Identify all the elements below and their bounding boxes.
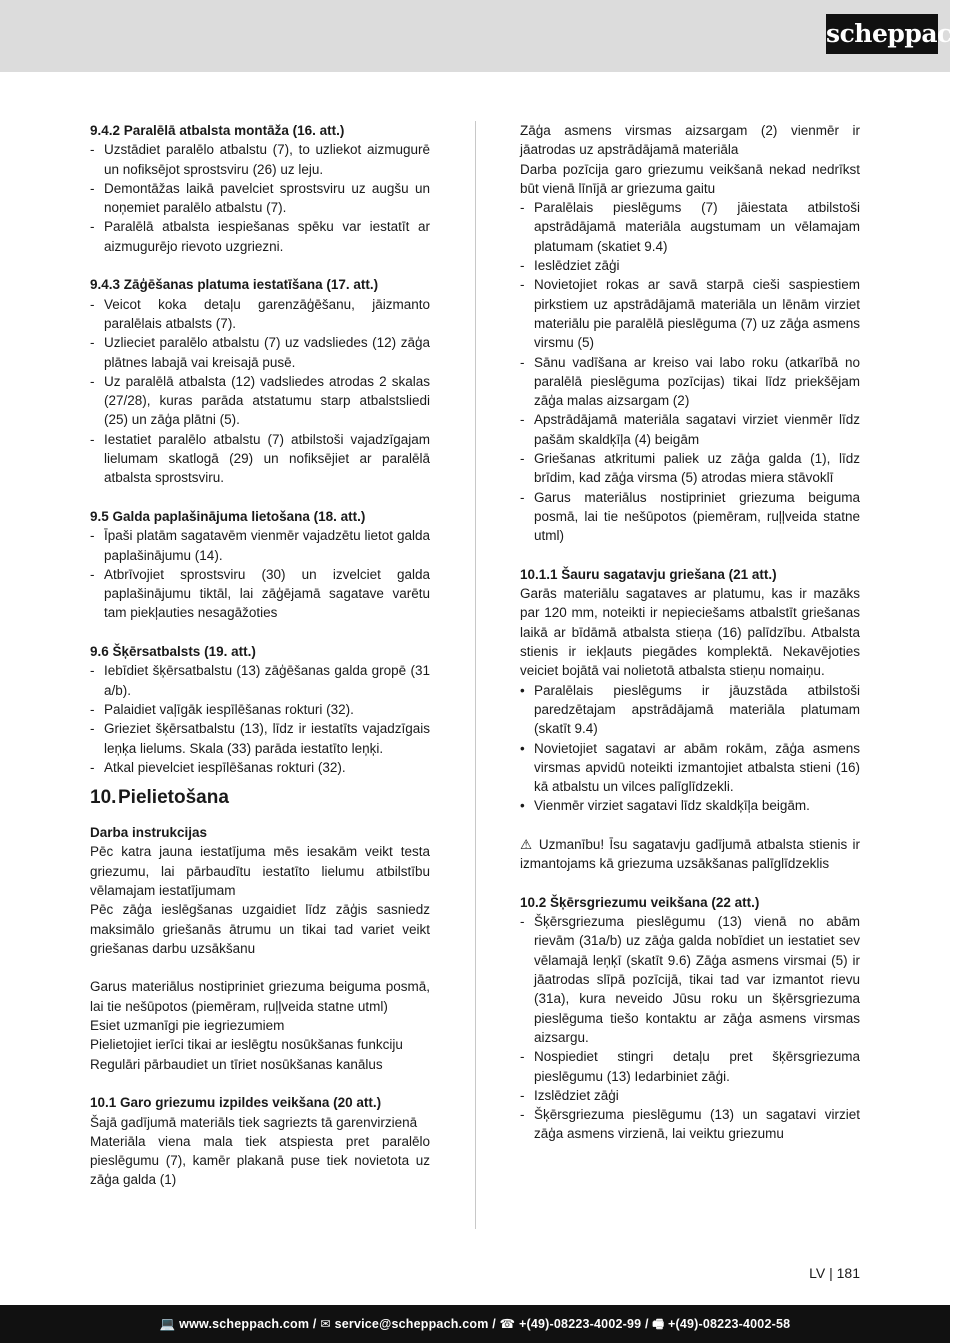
list-item: - Sānu vadīšana ar kreiso vai labo roku (atkarībā no paralēlā pieslēguma pozīcijas) tikai līdz priekšējam zāģa malas aizsargam (2) xyxy=(520,353,860,411)
spacer xyxy=(90,958,430,977)
paragraph: Pēc katra jauna iestatījuma mēs iesakām veikt testa griezumu, lai pārbaudītu iestatīto lielumu atbilstību vēlamajam iestatījumam xyxy=(90,844,430,898)
list-item: - Garus materiālus nostipriniet griezuma beiguma posmā, lai tie nešūpotos (piemēram, ruļļveida statne utml) xyxy=(520,488,860,546)
bullet-item: • Paralēlais pieslēgums ir jāuzstāda atbilstoši paredzētajam apstrādājamā materiāla platumam (skatīt 9.4) xyxy=(520,681,860,739)
section-heading: 9.5 Galda paplašinājuma lietošana (18. att.) xyxy=(90,508,366,524)
paragraph: Esiet uzmanīgi pie iegriezumiem xyxy=(90,1018,285,1034)
list-item: - Uzlieciet paralēlo atbalstu (7) uz vadsliedes (12) zāģa plātnes labajā vai kreisajā pusē. xyxy=(90,333,430,372)
spacer xyxy=(90,623,430,642)
list-item: - Šķērsgriezuma pieslēgumu (13) un sagatavi virziet zāģa asmens virzienā, lai veiktu griezumu xyxy=(520,1105,860,1144)
list-item: - Īpaši platām sagatavēm vienmēr vajadzētu lietot galda paplašinājumu (14). xyxy=(90,526,430,565)
section-heading: Darba instrukcijas xyxy=(90,825,208,841)
paragraph: Darba pozīcija garo griezumu veikšanā nekad nedrīkst būt vienā līnījā ar griezuma gaitu xyxy=(520,161,860,196)
spacer xyxy=(90,256,430,275)
paragraph: Garus materiālus nostipriniet griezuma beiguma posmā, lai tie nešūpotos (piemēram, ruļļveida statne utml) xyxy=(90,979,430,1014)
page-number: LV | 181 xyxy=(809,1265,860,1281)
paragraph: Zāģa asmens virsmas aizsargam (2) vienmēr ir jāatrodas uz apstrādājamā materiāla xyxy=(520,123,860,158)
list-item: - Atkal pievelciet iespīlēšanas rokturi (32). xyxy=(90,758,430,777)
section-heading: 10.2 Šķērsgriezumu veikšana (22 att.) xyxy=(520,894,760,910)
bullet-item: • Novietojiet sagatavi ar abām rokām, zāģa asmens virsmas apvidū noteikti izmantojiet atbalsta stieni (16) kā atbalstu un vilces palīglīdzekli. xyxy=(520,739,860,797)
list-item: - Demontāžas laikā pavelciet sprostsviru uz augšu un noņemiet paralēlo atbalstu (7). xyxy=(90,179,430,218)
list-item: - Griešanas atkritumi paliek uz zāģa galda (1), līdz brīdim, kad zāģa virsma (5) atrodas miera stāvoklī xyxy=(520,449,860,488)
brand-logo: scheppach xyxy=(826,14,938,54)
spacer xyxy=(520,816,860,835)
list-item: - Palaidiet vaļīgāk iespīlēšanas rokturi (32). xyxy=(90,700,430,719)
spacer xyxy=(520,546,860,565)
list-item: - Izslēdziet zāģi xyxy=(520,1086,860,1105)
header-band xyxy=(0,0,969,72)
list-item: - Apstrādājamā materiāla sagatavi virziet vienmēr līdz pašām skaldķīļa (4) beigām xyxy=(520,410,860,449)
spacer xyxy=(90,1074,430,1093)
list-item: - Veicot koka detaļu garenzāģēšanu, jāizmanto paralēlais atbalsts (7). xyxy=(90,295,430,334)
list-item: - Atbrīvojiet sprostsviru (30) un izvelciet galda paplašinājumu tiktāl, lai zāģējamā sagatave varētu tam piekļauties nesagāžoties xyxy=(90,565,430,623)
list-item: - Ieslēdziet zāģi xyxy=(520,256,860,275)
list-item: - Uz paralēlā atbalsta (12) vadsliedes atrodas 2 skalas (27/28), kuras parāda atstatumu starp atbalstsliedi (25) un zāģa plātni (5). xyxy=(90,372,430,430)
list-item: - Grieziet šķērsatbalstu (13), līdz ir iestatīts vajadzīgais leņķa lielums. Skala (33) parāda iestatīto leņķi. xyxy=(90,719,430,758)
column-divider xyxy=(475,121,476,1229)
paragraph: Pielietojiet ierīci tikai ar ieslēgtu nosūkšanas funkciju xyxy=(90,1037,403,1053)
paragraph: ⚠ Uzmanību! Īsu sagatavju gadījumā atbalsta stienis ir izmantojams kā griezuma uzsākšanas palīglīdzeklis xyxy=(520,836,860,872)
list-item: - Novietojiet rokas ar savā starpā cieši saspiestiem pirkstiem uz apstrādājamā materiāla un lēnām virziet materiālu pie paralēlā pieslēguma (7) uz zāģa asmens virsmu (5) xyxy=(520,275,860,352)
chapter-title: Pielietošana xyxy=(118,787,229,809)
paragraph: Pēc zāģa ieslēgšanas uzgaidiet līdz zāģis sasniedz maksimālo griešanās ātrumu un tikai tad variet veikt griešanas darbu uzsākšanu xyxy=(90,902,430,956)
list-item: - Iebīdiet šķērsatbalstu (13) zāģēšanas galda gropē (31 a/b). xyxy=(90,661,430,700)
footer-contact-bar: 💻 www.scheppach.com / ✉ service@scheppach.com / ☎ +(49)-08223-4002-99 / 🖷 +(49)-08223-4002-58 xyxy=(0,1305,950,1343)
list-item: - Paralēlā atbalsta iespiešanas spēku var iestatīt ar aizmugurējo rievoto uzgriezni. xyxy=(90,217,430,256)
list-item: - Uzstādiet paralēlo atbalstu (7), to uzliekot aizmugurē un nofiksējot sprostsviru (26) uz leju. xyxy=(90,140,430,179)
chapter-number: 10. xyxy=(90,787,117,809)
list-item: - Paralēlais pieslēgums (7) jāiestata atbilstoši apstrādājamā materiāla augstumam un vēlamajam platumam (skatiet 9.4) xyxy=(520,198,860,256)
list-item: - Iestatiet paralēlo atbalstu (7) atbilstoši vajadzīgajam lielumam skatlogā (29) un nofiksējiet ar paralēlā atbalsta sprostsviru. xyxy=(90,430,430,488)
section-heading: 10.1 Garo griezumu izpildes veikšana (20 att.) xyxy=(90,1095,382,1111)
spacer xyxy=(520,874,860,893)
section-heading: 9.4.2 Paralēlā atbalsta montāža (16. att.) xyxy=(90,123,345,138)
right-column xyxy=(520,121,860,1144)
left-column xyxy=(90,121,430,1190)
paragraph: Materiāla viena mala tiek atspiesta pret paralēlo pieslēgumu (7), kamēr plakanā puse tiek novietota uz zāģa galda (1) xyxy=(90,1133,430,1188)
paragraph: Regulāri pārbaudiet un tīriet nosūkšanas kanālus xyxy=(90,1056,383,1072)
list-item: - Nospiediet stingri detaļu pret šķērsgriezuma pieslēgumu (13) Iedarbiniet zāģi. xyxy=(520,1047,860,1086)
paragraph: Garās materiālu sagataves ar platumu, kas ir mazāks par 120 mm, noteikti ir nepieciešams atbalstīt griešanas laikā ar bīdāmā atbalsta stieņa (16) palīdzību. Atbalsta stienis ir iekļauts piegādes komplektā. Nekavējoties veiciet bojātā vai nolietotā atbalsta stieņu nomaiņu. xyxy=(520,586,860,679)
paragraph: Šajā gadījumā materiāls tiek sagriezts tā garenvirzienā xyxy=(90,1114,418,1130)
bullet-item: • Vienmēr virziet sagatavi līdz skaldķīļa beigām. xyxy=(520,796,860,815)
section-heading: 10.1.1 Šauru sagatavju griešana (21 att.) xyxy=(520,566,777,582)
chapter-heading xyxy=(90,785,430,811)
section-heading: 9.6 Šķērsatbalsts (19. att.) xyxy=(90,644,256,660)
list-item: - Šķērsgriezuma pieslēgumu (13) vienā no abām rievām (31a/b) uz zāģa galda nobīdiet un iestatiet sev vēlamajā leņķī (skatīt 9.6) Zāģa asmens virsmai (5) ir jāatrodas slīpā pozīcijā, tikai tad var izmantot rievu (31a), kura neveido Jūsu roku un šķērsgriezuma pieslēguma tiešo kontaktu ar zāģa asmens virsmas aizsargu. xyxy=(520,912,860,1047)
section-heading: 9.4.3 Zāģēšanas platuma iestatīšana (17. att.) xyxy=(90,277,379,293)
spacer xyxy=(90,488,430,507)
